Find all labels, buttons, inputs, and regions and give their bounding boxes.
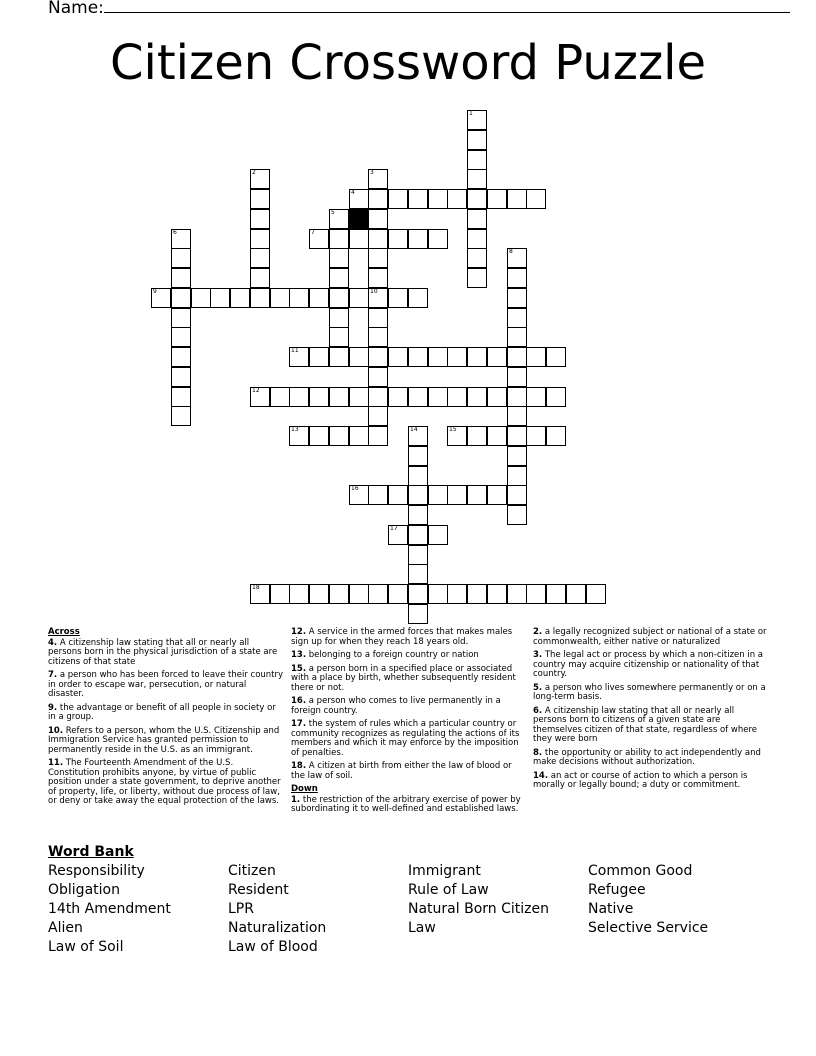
grid-cell[interactable] xyxy=(487,387,507,407)
clue-text: A citizenship law stating that all or nearly all persons born to citizens of a given state are themselves citizen of that state, regardless of where they were born xyxy=(533,705,757,744)
grid-cell[interactable] xyxy=(171,387,191,407)
grid-cell[interactable] xyxy=(250,209,270,229)
grid-cell[interactable] xyxy=(507,327,527,347)
clue xyxy=(291,720,527,758)
clue-text: a legally recognized subject or national of a state or commonwealth, either native or naturalized xyxy=(533,627,767,647)
clue-number: 6 xyxy=(173,229,177,236)
word-bank-item: Alien xyxy=(48,920,83,936)
grid-cell[interactable] xyxy=(171,327,191,347)
grid-cell[interactable] xyxy=(507,466,527,486)
grid-cell[interactable] xyxy=(428,584,448,604)
clue-number: 7. xyxy=(48,670,58,680)
clue-number: 4. xyxy=(48,637,58,648)
grid-cell[interactable] xyxy=(408,387,428,407)
grid-cell[interactable] xyxy=(408,545,428,565)
grid-cell[interactable] xyxy=(368,288,388,308)
grid-cell[interactable] xyxy=(171,288,191,308)
clue-number: 17 xyxy=(390,525,398,532)
grid-cell[interactable] xyxy=(526,387,546,407)
clue-number: 10. xyxy=(48,725,64,736)
grid-cell[interactable] xyxy=(329,248,349,268)
grid-cell[interactable] xyxy=(546,426,566,446)
grid-cell[interactable] xyxy=(566,584,586,604)
clue-text: the system of rules which a particular country or community recognizes as regulating the actions of its members and which it may enforce by the imposition of penalties. xyxy=(291,719,520,758)
clue-number: 17. xyxy=(291,719,307,729)
grid-cell[interactable] xyxy=(388,584,408,604)
clue-number: 12 xyxy=(252,387,260,394)
grid-cell[interactable] xyxy=(368,209,388,229)
grid-cell[interactable] xyxy=(546,584,566,604)
grid-cell[interactable] xyxy=(467,110,487,130)
clue-number: 6. xyxy=(533,705,543,716)
grid-cell[interactable] xyxy=(487,584,507,604)
name-label: Name: xyxy=(48,0,104,18)
word-bank-item: Selective Service xyxy=(588,920,709,936)
grid-cell[interactable] xyxy=(171,308,191,328)
clue-number: 9. xyxy=(48,702,58,713)
word-bank-item: Natural Born Citizen xyxy=(408,901,549,917)
grid-cell[interactable] xyxy=(349,485,369,505)
grid-cell[interactable] xyxy=(329,308,349,328)
grid-cell[interactable] xyxy=(368,426,388,446)
clue-number: 1. xyxy=(291,794,301,805)
grid-cell[interactable] xyxy=(171,406,191,426)
page-title: Citizen Crossword Puzzle xyxy=(109,35,706,91)
grid-cell[interactable] xyxy=(408,426,428,446)
grid-cell[interactable] xyxy=(329,229,349,249)
grid-cell[interactable] xyxy=(388,387,408,407)
grid-cell[interactable] xyxy=(507,268,527,288)
grid-cell[interactable] xyxy=(507,248,527,268)
grid-cell[interactable] xyxy=(428,387,448,407)
clues-column-1 xyxy=(48,628,284,811)
grid-cell[interactable] xyxy=(270,387,290,407)
grid-cell[interactable] xyxy=(467,426,487,446)
grid-cell[interactable] xyxy=(289,288,309,308)
clue xyxy=(48,671,284,700)
clue-number: 11 xyxy=(291,347,299,354)
grid-cell[interactable] xyxy=(309,426,329,446)
grid-cell[interactable] xyxy=(289,387,309,407)
grid-cell[interactable] xyxy=(467,169,487,189)
clue-number: 4 xyxy=(351,189,355,196)
grid-cell[interactable] xyxy=(368,406,388,426)
clue-number: 18 xyxy=(252,584,260,591)
word-bank-item: 14th Amendment xyxy=(48,901,171,917)
clue xyxy=(291,628,527,647)
clue xyxy=(48,639,284,668)
clue xyxy=(533,651,769,680)
grid-cell[interactable] xyxy=(467,248,487,268)
clue xyxy=(291,665,527,694)
word-bank-item: Law xyxy=(408,920,436,936)
clue xyxy=(533,772,769,791)
clue-text: a person who comes to live permanently in a foreign country. xyxy=(291,696,501,716)
clue-number: 16 xyxy=(351,485,359,492)
clue xyxy=(48,704,284,723)
grid-cell[interactable] xyxy=(507,189,527,209)
word-bank-item: Native xyxy=(588,901,634,917)
grid-cell[interactable] xyxy=(507,367,527,387)
grid-cell[interactable] xyxy=(428,525,448,545)
clue-number: 16. xyxy=(291,696,307,706)
grid-cell[interactable] xyxy=(250,268,270,288)
grid-cell[interactable] xyxy=(329,584,349,604)
grid-cell[interactable] xyxy=(507,485,527,505)
grid-cell[interactable] xyxy=(408,288,428,308)
clue-number: 15. xyxy=(291,663,307,674)
grid-cell[interactable] xyxy=(507,387,527,407)
grid-cell[interactable] xyxy=(329,387,349,407)
clue xyxy=(291,762,527,781)
clue-number: 13. xyxy=(291,650,307,660)
grid-cell[interactable] xyxy=(408,446,428,466)
clue xyxy=(533,707,769,745)
grid-cell[interactable] xyxy=(329,288,349,308)
grid-cell[interactable] xyxy=(349,347,369,367)
grid-cell[interactable] xyxy=(526,584,546,604)
clue-text: The legal act or process by which a non-citizen in a country may acquire citizenship or nationality of that country. xyxy=(533,650,764,679)
grid-cell[interactable] xyxy=(447,485,467,505)
grid-cell[interactable] xyxy=(368,347,388,367)
grid-cell[interactable] xyxy=(388,189,408,209)
grid-cell[interactable] xyxy=(309,584,329,604)
grid-cell[interactable] xyxy=(250,584,270,604)
grid-cell[interactable] xyxy=(526,426,546,446)
grid-cell[interactable] xyxy=(349,426,369,446)
grid-cell[interactable] xyxy=(447,426,467,446)
grid-cell[interactable] xyxy=(368,485,388,505)
word-bank-title: Word Bank xyxy=(48,844,134,860)
word-bank-item: Responsibility xyxy=(48,863,145,879)
grid-cell[interactable] xyxy=(388,525,408,545)
grid-cell[interactable] xyxy=(447,189,467,209)
clue xyxy=(533,749,769,768)
clue-text: A citizenship law stating that all or nearly all persons born in the physical jurisdiction of a state are citizens of that state xyxy=(48,637,278,667)
grid-cell[interactable] xyxy=(408,584,428,604)
clue-number: 18. xyxy=(291,761,307,771)
grid-cell[interactable] xyxy=(487,347,507,367)
word-bank-item: Law of Soil xyxy=(48,939,124,955)
word-bank-item: LPR xyxy=(228,901,254,917)
grid-cell[interactable] xyxy=(467,347,487,367)
grid-cell[interactable] xyxy=(507,426,527,446)
grid-cell[interactable] xyxy=(309,387,329,407)
clue xyxy=(291,697,527,716)
grid-cell[interactable] xyxy=(230,288,250,308)
grid-cell[interactable] xyxy=(210,288,230,308)
black-cell xyxy=(349,209,369,229)
grid-cell[interactable] xyxy=(586,584,606,604)
grid-cell[interactable] xyxy=(447,387,467,407)
grid-cell[interactable] xyxy=(270,584,290,604)
word-bank-item: Refugee xyxy=(588,882,646,898)
clue-number: 7 xyxy=(311,229,315,236)
clue-text: the advantage or benefit of all people in society or in a group. xyxy=(48,702,276,722)
grid-cell[interactable] xyxy=(349,288,369,308)
grid-cell[interactable] xyxy=(467,150,487,170)
grid-cell[interactable] xyxy=(487,485,507,505)
clue xyxy=(48,727,284,756)
grid-cell[interactable] xyxy=(467,387,487,407)
grid-cell[interactable] xyxy=(368,248,388,268)
grid-cell[interactable] xyxy=(467,189,487,209)
clue-number: 5 xyxy=(331,209,335,216)
grid-cell[interactable] xyxy=(368,387,388,407)
grid-cell[interactable] xyxy=(171,367,191,387)
grid-cell[interactable] xyxy=(428,229,448,249)
grid-cell[interactable] xyxy=(408,229,428,249)
grid-cell[interactable] xyxy=(507,288,527,308)
grid-cell[interactable] xyxy=(171,268,191,288)
grid-cell[interactable] xyxy=(546,347,566,367)
grid-cell[interactable] xyxy=(171,347,191,367)
clues-column-2 xyxy=(291,628,527,819)
grid-cell[interactable] xyxy=(467,584,487,604)
grid-cell[interactable] xyxy=(388,347,408,367)
grid-cell[interactable] xyxy=(250,169,270,189)
grid-cell[interactable] xyxy=(368,327,388,347)
grid-cell[interactable] xyxy=(309,347,329,367)
clue-number: 2 xyxy=(252,169,256,176)
grid-cell[interactable] xyxy=(349,189,369,209)
clue xyxy=(291,796,527,815)
grid-cell[interactable] xyxy=(250,387,270,407)
word-bank-item: Naturalization xyxy=(228,920,327,936)
word-bank xyxy=(48,862,768,957)
grid-cell[interactable] xyxy=(388,229,408,249)
clue-text: belonging to a foreign country or nation xyxy=(306,650,479,660)
grid-cell[interactable] xyxy=(250,248,270,268)
grid-cell[interactable] xyxy=(368,169,388,189)
word-bank-item: Obligation xyxy=(48,882,120,898)
grid-cell[interactable] xyxy=(408,485,428,505)
grid-cell[interactable] xyxy=(428,485,448,505)
clue-number: 12. xyxy=(291,627,307,637)
clue-number: 3. xyxy=(533,650,543,660)
word-bank-item: Resident xyxy=(228,882,289,898)
grid-cell[interactable] xyxy=(349,584,369,604)
grid-cell[interactable] xyxy=(467,130,487,150)
clue-number: 14. xyxy=(533,770,549,781)
clue-number: 10 xyxy=(370,288,378,295)
grid-cell[interactable] xyxy=(408,505,428,525)
clue xyxy=(291,651,527,661)
clue-text: the opportunity or ability to act independently and make decisions without authorization. xyxy=(533,747,761,767)
grid-cell[interactable] xyxy=(270,288,290,308)
grid-cell[interactable] xyxy=(349,387,369,407)
grid-cell[interactable] xyxy=(408,604,428,624)
grid-cell[interactable] xyxy=(250,189,270,209)
word-bank-item: Citizen xyxy=(228,863,276,879)
grid-cell[interactable] xyxy=(309,229,329,249)
grid-cell[interactable] xyxy=(526,189,546,209)
clue xyxy=(48,759,284,807)
grid-cell[interactable] xyxy=(329,209,349,229)
grid-cell[interactable] xyxy=(467,485,487,505)
grid-cell[interactable] xyxy=(368,189,388,209)
grid-cell[interactable] xyxy=(368,584,388,604)
grid-cell[interactable] xyxy=(507,347,527,367)
word-bank-item: Immigrant xyxy=(408,863,481,879)
grid-cell[interactable] xyxy=(171,248,191,268)
grid-cell[interactable] xyxy=(368,367,388,387)
grid-cell[interactable] xyxy=(408,564,428,584)
clue-number: 13 xyxy=(291,426,299,433)
grid-cell[interactable] xyxy=(447,347,467,367)
grid-cell[interactable] xyxy=(250,229,270,249)
grid-cell[interactable] xyxy=(546,387,566,407)
grid-cell[interactable] xyxy=(507,406,527,426)
clue xyxy=(533,684,769,703)
clue-text: A service in the armed forces that makes males sign up for when they reach 18 years old. xyxy=(291,627,513,647)
grid-cell[interactable] xyxy=(289,426,309,446)
clue xyxy=(533,628,769,647)
clue-number: 3 xyxy=(370,169,374,176)
grid-cell[interactable] xyxy=(191,288,211,308)
grid-cell[interactable] xyxy=(309,288,329,308)
grid-cell[interactable] xyxy=(507,584,527,604)
clue-number: 2. xyxy=(533,627,543,637)
grid-cell[interactable] xyxy=(408,525,428,545)
grid-cell[interactable] xyxy=(329,426,349,446)
clue-number: 9 xyxy=(153,288,157,295)
grid-cell[interactable] xyxy=(329,268,349,288)
grid-cell[interactable] xyxy=(507,505,527,525)
grid-cell[interactable] xyxy=(289,584,309,604)
grid-cell[interactable] xyxy=(487,189,507,209)
clue-number: 11. xyxy=(48,758,64,768)
clue-number: 1 xyxy=(469,110,473,117)
word-bank-item: Common Good xyxy=(588,863,693,879)
clue-number: 8. xyxy=(533,747,543,758)
down-header: Down xyxy=(291,784,318,794)
grid-cell[interactable] xyxy=(467,229,487,249)
grid-cell[interactable] xyxy=(447,584,467,604)
clue-text: Refers to a person, whom the U.S. Citizenship and Immigration Service has granted permission to permanently reside in the U.S. as an immigrant. xyxy=(48,725,280,755)
clue-number: 14 xyxy=(410,426,418,433)
clue-number: 15 xyxy=(449,426,457,433)
grid-cell[interactable] xyxy=(487,426,507,446)
grid-cell[interactable] xyxy=(428,189,448,209)
grid-cell[interactable] xyxy=(507,308,527,328)
clue-number: 8 xyxy=(509,248,513,255)
grid-cell[interactable] xyxy=(368,308,388,328)
clue-text: a person born in a specified place or associated with a place by birth, whether subsequently resident there or not. xyxy=(291,663,516,693)
grid-cell[interactable] xyxy=(507,446,527,466)
clue-text: The Fourteenth Amendment of the U.S. Constitution prohibits anyone, by virtue of public position under a state government, to deprive another of property, life, or liberty, without due process of law, or deny or take away the equal protection of the laws. xyxy=(48,758,281,806)
grid-cell[interactable] xyxy=(289,347,309,367)
clue-text: A citizen at birth from either the law of blood or the law of soil. xyxy=(291,761,512,781)
clues-column-3 xyxy=(533,628,769,795)
clue-text: a person who has been forced to leave their country in order to escape war, persecution, or natural disaster. xyxy=(48,670,284,699)
clue-text: an act or course of action to which a person is morally or legally bound; a duty or commitment. xyxy=(533,770,748,790)
grid-cell[interactable] xyxy=(368,268,388,288)
grid-cell[interactable] xyxy=(368,229,388,249)
grid-cell[interactable] xyxy=(329,347,349,367)
grid-cell[interactable] xyxy=(388,485,408,505)
grid-cell[interactable] xyxy=(388,288,408,308)
clue-text: a person who lives somewhere permanently or on a long-term basis. xyxy=(533,682,766,702)
grid-cell[interactable] xyxy=(526,347,546,367)
clue-text: the restriction of the arbitrary exercise of power by subordinating it to well-defined and established laws. xyxy=(291,794,521,814)
across-header: Across xyxy=(48,627,80,637)
grid-cell[interactable] xyxy=(408,466,428,486)
grid-cell[interactable] xyxy=(408,189,428,209)
grid-cell[interactable] xyxy=(467,209,487,229)
grid-cell[interactable] xyxy=(329,327,349,347)
grid-cell[interactable] xyxy=(151,288,171,308)
grid-cell[interactable] xyxy=(428,347,448,367)
grid-cell[interactable] xyxy=(349,229,369,249)
grid-cell[interactable] xyxy=(171,229,191,249)
grid-cell[interactable] xyxy=(467,268,487,288)
grid-cell[interactable] xyxy=(408,347,428,367)
word-bank-item: Rule of Law xyxy=(408,882,489,898)
clue-number: 5. xyxy=(533,682,543,693)
word-bank-item: Law of Blood xyxy=(228,939,318,955)
grid-cell[interactable] xyxy=(250,288,270,308)
